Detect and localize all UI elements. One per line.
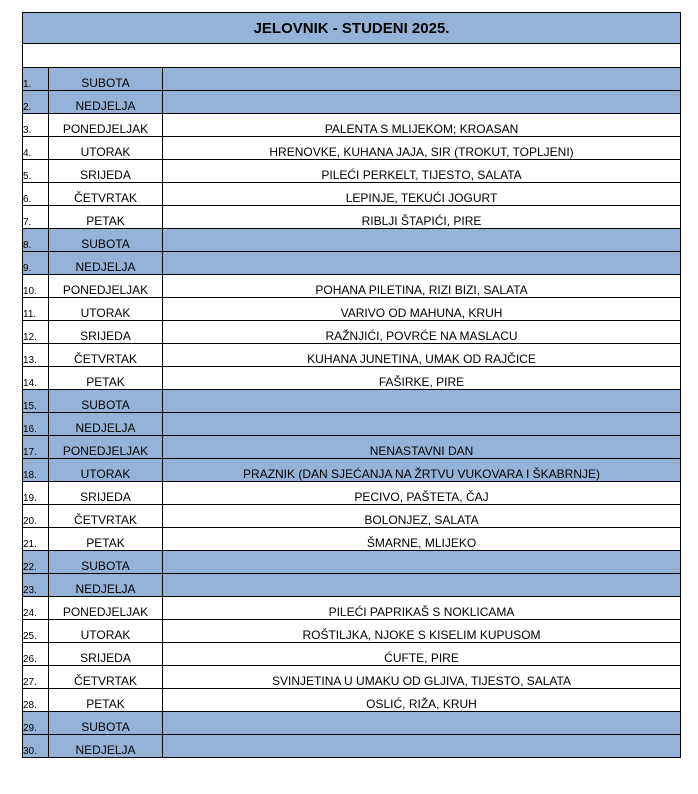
blank-cell bbox=[23, 44, 681, 68]
table-row bbox=[23, 436, 681, 459]
meal-cell: RIBLJI ŠTAPIĆI, PIRE bbox=[163, 206, 681, 229]
weekday-cell: PONEDJELJAK bbox=[49, 597, 163, 620]
weekday-cell: SRIJEDA bbox=[49, 321, 163, 344]
table-row bbox=[23, 137, 681, 160]
day-number-cell: 14. bbox=[23, 367, 49, 390]
weekday-cell: NEDJELJA bbox=[49, 252, 163, 275]
weekday-cell: PONEDJELJAK bbox=[49, 114, 163, 137]
table-row bbox=[23, 505, 681, 528]
weekday-cell: PONEDJELJAK bbox=[49, 436, 163, 459]
day-number-cell: 22. bbox=[23, 551, 49, 574]
table-row bbox=[23, 390, 681, 413]
table-row bbox=[23, 68, 681, 91]
meal-cell: NENASTAVNI DAN bbox=[163, 436, 681, 459]
weekday-cell: SUBOTA bbox=[49, 229, 163, 252]
meal-cell: PALENTA S MLIJEKOM; KROASAN bbox=[163, 114, 681, 137]
meal-cell: FAŠIRKE, PIRE bbox=[163, 367, 681, 390]
day-number-cell: 9. bbox=[23, 252, 49, 275]
table-row bbox=[23, 620, 681, 643]
day-number-cell: 23. bbox=[23, 574, 49, 597]
day-number-cell: 27. bbox=[23, 666, 49, 689]
table-row bbox=[23, 459, 681, 482]
meal-cell bbox=[163, 574, 681, 597]
table-row bbox=[23, 367, 681, 390]
meal-cell: PILEĆI PAPRIKAŠ S NOKLICAMA bbox=[163, 597, 681, 620]
meal-cell: POHANA PILETINA, RIZI BIZI, SALATA bbox=[163, 275, 681, 298]
menu-table-body bbox=[23, 13, 681, 758]
meal-cell bbox=[163, 712, 681, 735]
day-number-cell: 28. bbox=[23, 689, 49, 712]
meal-cell: BOLONJEZ, SALATA bbox=[163, 505, 681, 528]
weekday-cell: NEDJELJA bbox=[49, 413, 163, 436]
meal-cell: ŠMARNE, MLIJEKO bbox=[163, 528, 681, 551]
table-row bbox=[23, 275, 681, 298]
day-number-cell: 15. bbox=[23, 390, 49, 413]
meal-cell bbox=[163, 229, 681, 252]
meal-cell: RAŽNJIĆI, POVRĆE NA MASLACU bbox=[163, 321, 681, 344]
day-number-cell: 11. bbox=[23, 298, 49, 321]
day-number-cell: 1. bbox=[23, 68, 49, 91]
blank-row bbox=[23, 44, 681, 68]
weekday-cell: UTORAK bbox=[49, 137, 163, 160]
day-number-cell: 12. bbox=[23, 321, 49, 344]
weekday-cell: SRIJEDA bbox=[49, 643, 163, 666]
weekday-cell: PETAK bbox=[49, 367, 163, 390]
weekday-cell: ČETVRTAK bbox=[49, 183, 163, 206]
table-row bbox=[23, 321, 681, 344]
meal-cell: LEPINJE, TEKUĆI JOGURT bbox=[163, 183, 681, 206]
day-number-cell: 18. bbox=[23, 459, 49, 482]
weekday-cell: ČETVRTAK bbox=[49, 344, 163, 367]
table-row bbox=[23, 229, 681, 252]
weekday-cell: SUBOTA bbox=[49, 551, 163, 574]
day-number-cell: 16. bbox=[23, 413, 49, 436]
table-row bbox=[23, 298, 681, 321]
day-number-cell: 6. bbox=[23, 183, 49, 206]
table-row bbox=[23, 666, 681, 689]
day-number-cell: 21. bbox=[23, 528, 49, 551]
table-row bbox=[23, 528, 681, 551]
table-row bbox=[23, 643, 681, 666]
day-number-cell: 17. bbox=[23, 436, 49, 459]
meal-cell: OSLIĆ, RIŽA, KRUH bbox=[163, 689, 681, 712]
meal-cell bbox=[163, 551, 681, 574]
day-number-cell: 24. bbox=[23, 597, 49, 620]
table-row bbox=[23, 712, 681, 735]
meal-cell bbox=[163, 390, 681, 413]
meal-cell: SVINJETINA U UMAKU OD GLJIVA, TIJESTO, SALATA bbox=[163, 666, 681, 689]
meal-cell bbox=[163, 91, 681, 114]
day-number-cell: 10. bbox=[23, 275, 49, 298]
meal-cell: VARIVO OD MAHUNA, KRUH bbox=[163, 298, 681, 321]
meal-cell: PRAZNIK (DAN SJEĆANJA NA ŽRTVU VUKOVARA I ŠKABRNJE) bbox=[163, 459, 681, 482]
weekday-cell: PETAK bbox=[49, 206, 163, 229]
day-number-cell: 20. bbox=[23, 505, 49, 528]
day-number-cell: 7. bbox=[23, 206, 49, 229]
title-row bbox=[23, 13, 681, 44]
weekday-cell: NEDJELJA bbox=[49, 735, 163, 758]
day-number-cell: 29. bbox=[23, 712, 49, 735]
table-row bbox=[23, 413, 681, 436]
meal-cell: KUHANA JUNETINA, UMAK OD RAJČICE bbox=[163, 344, 681, 367]
table-row bbox=[23, 160, 681, 183]
weekday-cell: SRIJEDA bbox=[49, 482, 163, 505]
page-title: JELOVNIK - STUDENI 2025. bbox=[23, 13, 681, 44]
meal-cell: PECIVO, PAŠTETA, ČAJ bbox=[163, 482, 681, 505]
day-number-cell: 4. bbox=[23, 137, 49, 160]
weekday-cell: UTORAK bbox=[49, 459, 163, 482]
weekday-cell: UTORAK bbox=[49, 298, 163, 321]
weekday-cell: SUBOTA bbox=[49, 712, 163, 735]
weekday-cell: SRIJEDA bbox=[49, 160, 163, 183]
meal-cell: ĆUFTE, PIRE bbox=[163, 643, 681, 666]
day-number-cell: 5. bbox=[23, 160, 49, 183]
day-number-cell: 2. bbox=[23, 91, 49, 114]
meal-cell: PILEĆI PERKELT, TIJESTO, SALATA bbox=[163, 160, 681, 183]
table-row bbox=[23, 574, 681, 597]
table-row bbox=[23, 114, 681, 137]
table-row bbox=[23, 551, 681, 574]
weekday-cell: SUBOTA bbox=[49, 68, 163, 91]
table-row bbox=[23, 597, 681, 620]
menu-table bbox=[22, 12, 681, 758]
weekday-cell: NEDJELJA bbox=[49, 574, 163, 597]
day-number-cell: 26. bbox=[23, 643, 49, 666]
table-row bbox=[23, 689, 681, 712]
table-row bbox=[23, 735, 681, 758]
table-row bbox=[23, 206, 681, 229]
day-number-cell: 19. bbox=[23, 482, 49, 505]
day-number-cell: 30. bbox=[23, 735, 49, 758]
table-row bbox=[23, 183, 681, 206]
meal-cell bbox=[163, 252, 681, 275]
table-row bbox=[23, 482, 681, 505]
meal-cell bbox=[163, 735, 681, 758]
weekday-cell: SUBOTA bbox=[49, 390, 163, 413]
meal-cell: ROŠTILJKA, NJOKE S KISELIM KUPUSOM bbox=[163, 620, 681, 643]
meal-cell bbox=[163, 413, 681, 436]
meal-cell: HRENOVKE, KUHANA JAJA, SIR (TROKUT, TOPLJENI) bbox=[163, 137, 681, 160]
day-number-cell: 13. bbox=[23, 344, 49, 367]
weekday-cell: PETAK bbox=[49, 528, 163, 551]
weekday-cell: UTORAK bbox=[49, 620, 163, 643]
table-row bbox=[23, 91, 681, 114]
weekday-cell: NEDJELJA bbox=[49, 91, 163, 114]
weekday-cell: ČETVRTAK bbox=[49, 666, 163, 689]
meal-cell bbox=[163, 68, 681, 91]
day-number-cell: 8. bbox=[23, 229, 49, 252]
weekday-cell: ČETVRTAK bbox=[49, 505, 163, 528]
weekday-cell: PONEDJELJAK bbox=[49, 275, 163, 298]
day-number-cell: 25. bbox=[23, 620, 49, 643]
weekday-cell: PETAK bbox=[49, 689, 163, 712]
table-row bbox=[23, 344, 681, 367]
day-number-cell: 3. bbox=[23, 114, 49, 137]
table-row bbox=[23, 252, 681, 275]
